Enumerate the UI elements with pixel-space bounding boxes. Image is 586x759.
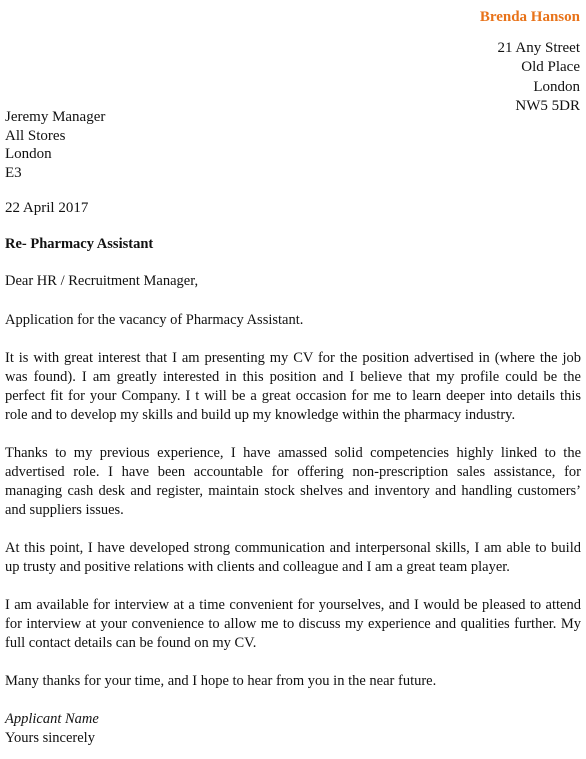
recipient-line: All Stores <box>5 127 66 144</box>
applicant-name: Applicant Name <box>5 711 99 727</box>
letter-body <box>5 272 581 710</box>
recipient-block <box>5 108 105 182</box>
closing-block <box>5 710 99 748</box>
sender-address-line: 21 Any Street <box>497 39 580 56</box>
sender-address-line: NW5 5DR <box>515 98 580 114</box>
greeting: Dear HR / Recruitment Manager, <box>5 273 199 289</box>
body-paragraph: I am available for interview at a time convenient for yourselves, and I would be pleased to attend for interview at your convenience to allow me to discuss my experience and qualities further. My full contact details can be found on my CV. <box>5 597 581 651</box>
sender-block <box>480 8 580 117</box>
recipient-line: Jeremy Manager <box>5 109 106 125</box>
letter-subject: Re- Pharmacy Assistant <box>5 236 154 252</box>
sender-address-line: Old Place <box>521 59 580 75</box>
signoff: Yours sincerely <box>5 730 95 746</box>
letter-date: 22 April 2017 <box>5 200 89 216</box>
body-paragraph: Many thanks for your time, and I hope to hear from you in the near future. <box>5 673 437 689</box>
body-paragraph: It is with great interest that I am presenting my CV for the position advertised in (where the job was found). I am greatly interested in this position and I believe that my profile could be the perfect fit for your Company. I t will be a great occasion for me to learn deeper into details this role and to develop my skills and build up my knowledge within the pharmacy industry. <box>5 350 581 423</box>
recipient-line: London <box>5 146 52 162</box>
recipient-line: E3 <box>5 164 22 181</box>
sender-name: Brenda Hanson <box>479 9 580 25</box>
body-paragraph: Application for the vacancy of Pharmacy Assistant. <box>5 312 304 328</box>
body-paragraph: Thanks to my previous experience, I have amassed solid competencies highly linked to the advertised role. I have been accountable for offering non-prescription sales assistance, for managing cash desk and register, maintain stock shelves and inventory and handling customers’ and suppliers issues. <box>5 445 581 518</box>
body-paragraph: At this point, I have developed strong communication and interpersonal skills, I am able to build up trusty and positive relations with clients and colleague and I am a great team player. <box>5 540 581 575</box>
sender-address-line: London <box>533 78 580 95</box>
